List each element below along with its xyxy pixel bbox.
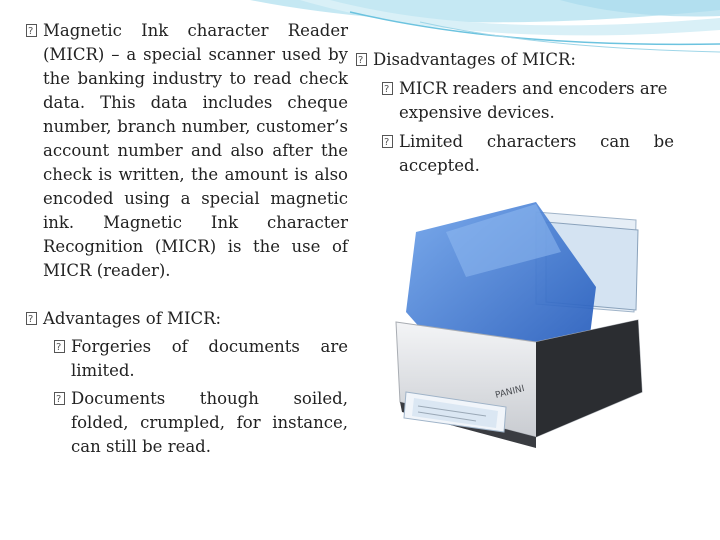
advantages-heading-text: Advantages of MICR: [43,309,222,328]
right-column [356,48,674,178]
bullet-icon [26,24,37,37]
advantages-heading [26,307,348,331]
micr-scanner-image [386,192,656,456]
bullet-icon [382,82,393,95]
disadvantage-item [382,77,674,125]
disadvantages-heading [356,48,674,72]
left-column [26,19,348,459]
intro-bullet [26,19,348,283]
disadvantage-item [382,130,674,178]
advantage-text: Forgeries of documents are limited. [71,337,348,380]
advantage-item [54,335,348,383]
advantage-text: Documents though soiled, folded, crumpled, for instance, can still be read. [71,389,348,456]
disadvantage-text: MICR readers and encoders are expensive devices. [399,79,668,122]
micr-definition-text: Magnetic Ink character Reader (MICR) – a special scanner used by the banking industry to read check data. This data includes cheque number, branch number, customer’s account number and also after the check is written, the amount is also encoded using a special magnetic ink. Magnetic Ink character Recognition (MICR) is the use of MICR (reader). [43,21,348,280]
bullet-icon [26,312,37,325]
bullet-icon [356,53,367,66]
bullet-icon [54,392,65,405]
bullet-icon [382,135,393,148]
bullet-icon [54,340,65,353]
device-brand-label: PANINI [494,383,526,401]
disadvantages-heading-text: Disadvantages of MICR: [373,50,576,69]
advantage-item [54,387,348,459]
disadvantage-text: Limited characters can be accepted. [399,132,674,175]
